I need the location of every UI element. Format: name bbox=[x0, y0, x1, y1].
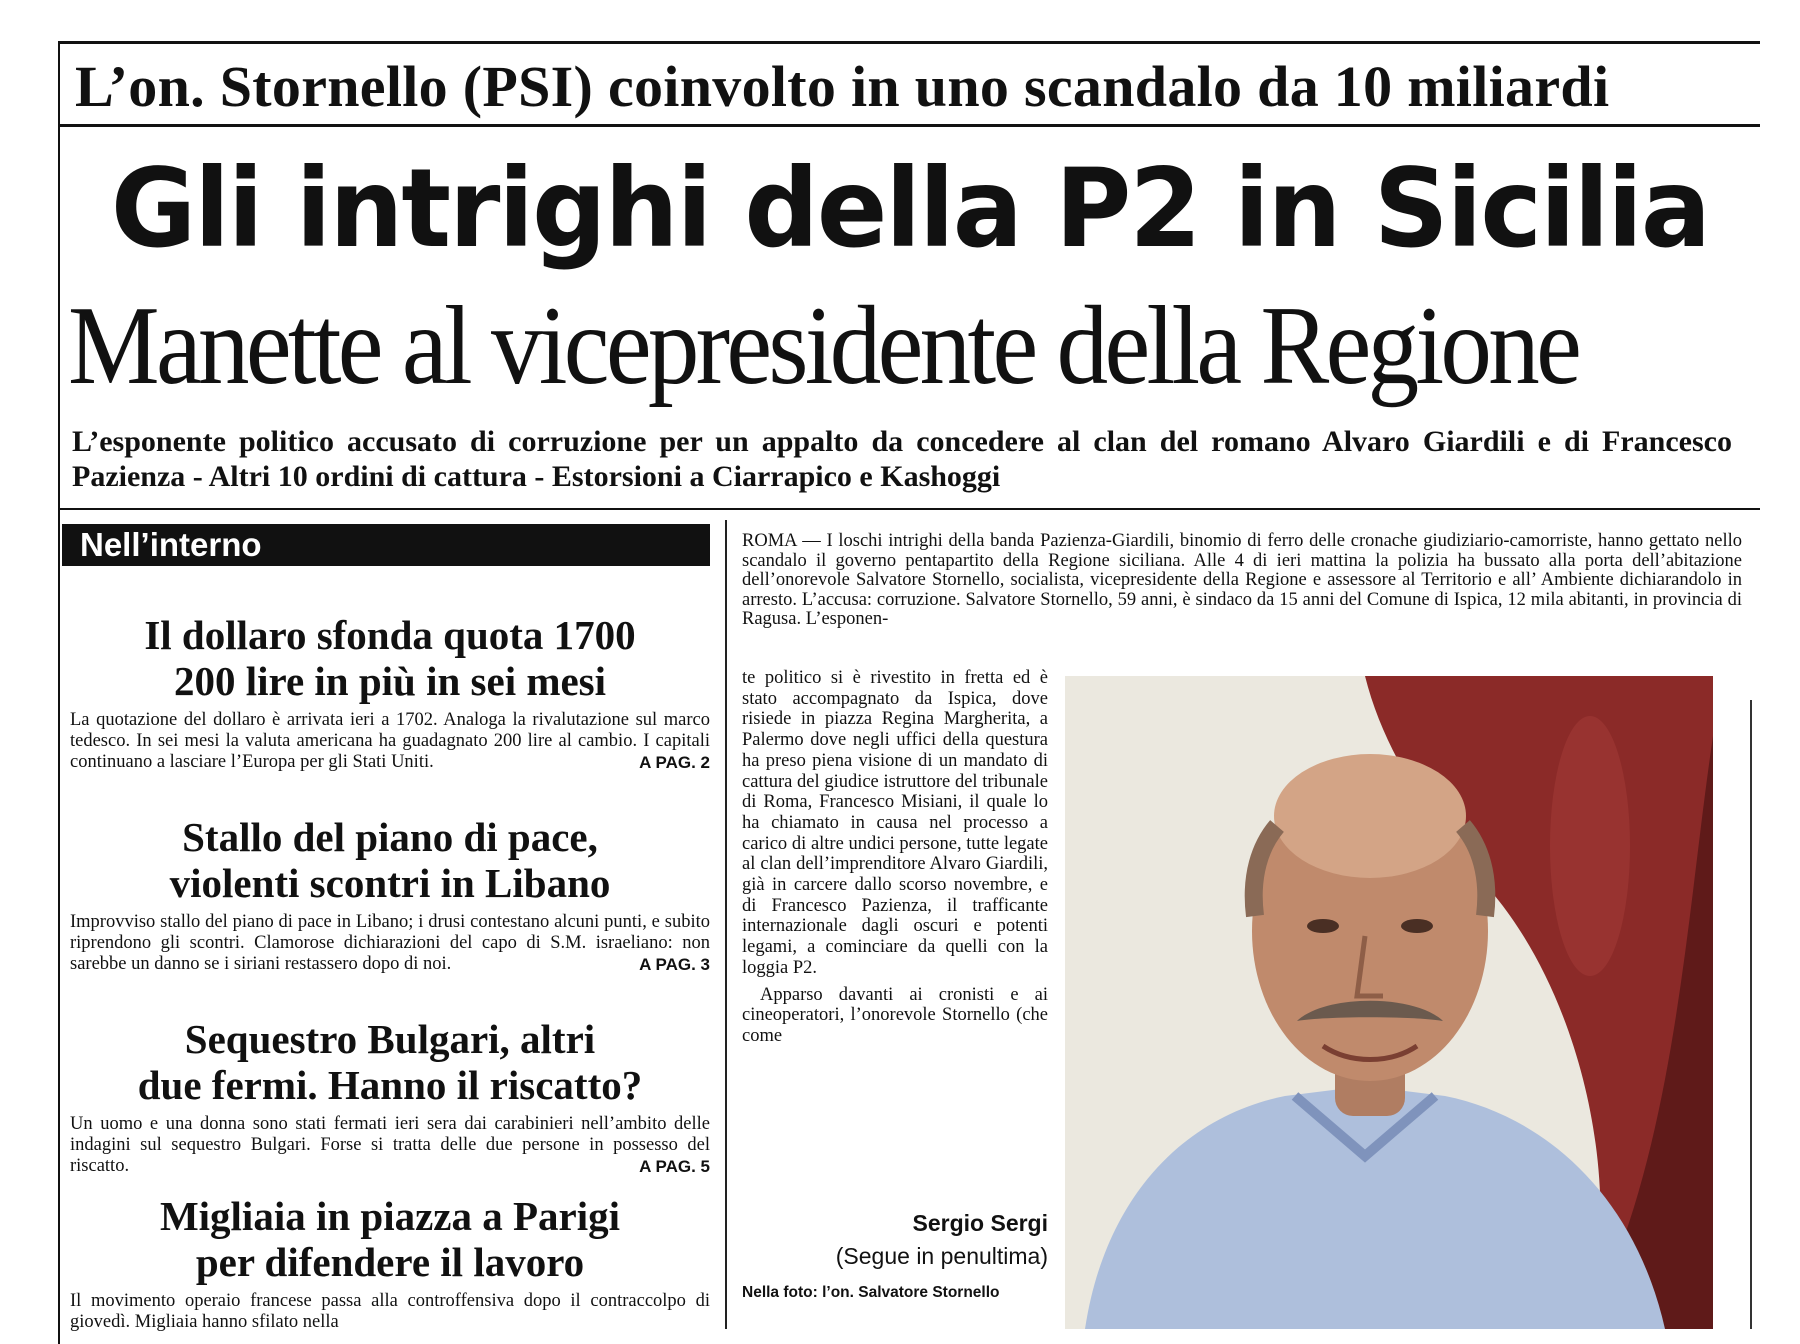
byline: Sergio Sergi bbox=[912, 1210, 1048, 1236]
brief-body bbox=[70, 710, 710, 773]
brief-title-line: Migliaia in piazza a Parigi bbox=[159, 1193, 621, 1239]
brief-title-line: Sequestro Bulgari, altri bbox=[184, 1016, 596, 1062]
summary-deck: L’esponente politico accusato di corruzione per un appalto da concedere al clan del romano Alvaro Giardili e di Francesco Pazienza - Altri 10 ordini di cattura - Estorsioni a Ciarrapico e Kashoggi bbox=[72, 425, 1732, 493]
brief-body bbox=[70, 1114, 710, 1177]
article-column bbox=[742, 668, 1048, 1047]
brief-title-line: Il dollaro sfonda quota 1700 bbox=[144, 612, 636, 658]
brief-text: Il movimento operaio francese passa alla controffensiva dopo il contraccolpo di giovedì. Migliaia hanno sfilato nella bbox=[70, 1291, 710, 1332]
kicker-headline: L’on. Stornello (PSI) coinvolto in uno scandalo da 10 miliardi bbox=[75, 54, 1610, 119]
brief-title-line: violenti scontri in Libano bbox=[169, 860, 611, 906]
page-reference: A PAG. 2 bbox=[639, 753, 710, 772]
brief-title-line: due fermi. Hanno il riscatto? bbox=[137, 1062, 643, 1108]
page-reference: A PAG. 3 bbox=[639, 955, 710, 974]
brief-bulgari bbox=[70, 1016, 710, 1177]
sub-headline: Manette al vicepresidente della Regione bbox=[68, 284, 1579, 408]
brief-libano bbox=[70, 814, 710, 975]
brief-text: Improvviso stallo del piano di pace in Libano; i drusi contestano alcuni punti, e subito riprendono gli scontri. Clamorose dichiarazioni del capo di S.M. israeliano: non sarebbe un danno se i siriani restassero dopo di noi. bbox=[70, 912, 710, 974]
portrait-photo bbox=[1065, 676, 1713, 1329]
column-rule-right bbox=[1750, 700, 1752, 1329]
brief-text: Un uomo e una donna sono stati fermati ieri sera dai carabinieri nell’ambito delle indagini sul sequestro Bulgari. Forse si tratta delle due persone in possesso del riscatto. bbox=[70, 1114, 710, 1176]
brief-parigi bbox=[70, 1193, 710, 1333]
brief-title-line: per difendere il lavoro bbox=[195, 1239, 585, 1285]
brief-text: La quotazione del dollaro è arrivata ieri a 1702. Analoga la rivalutazione sul marco tedesco. In sei mesi la valuta americana ha guadagnato 200 lire al cambio. I capitali continuano a lasciare l’Europa per gli Stati Uniti. bbox=[70, 710, 710, 772]
main-headline: Gli intrighi della P2 in Sicilia bbox=[110, 143, 1710, 273]
page-reference: A PAG. 5 bbox=[639, 1157, 710, 1176]
portrait-image bbox=[1065, 676, 1713, 1329]
column-divider bbox=[725, 520, 727, 1329]
article-paragraph: te politico si è rivestito in fretta ed è stato accompagnato da Ispica, dove risiede in piazza Regina Margherita, a Palermo dove negli uffici della questura ha preso piena visione di un mandato di cattura del giudice istruttore del tribunale di Roma, Francesco Misiani, il quale lo ha chiamato in causa nel processo a carico di altre undici persone, tutte legate al clan dell’imprenditore Alvaro Giardili, già in carcere dallo scorso novembre, e di Francesco Pazienza, il trafficante internazionale dagli oscuri e potenti legami, a cominciare da quelli con la loggia P2. bbox=[742, 668, 1048, 978]
brief-body bbox=[70, 1291, 710, 1333]
article-lead: ROMA — I loschi intrighi della banda Pazienza-Giardili, binomio di ferro delle cronache giudiziario-camorriste, hanno gettato nello scandalo il governo pentapartito della Regione siciliana. Alle 4 di ieri mattina la polizia ha bussato alla porta dell’abitazione dell’onorevole Salvatore Stornello, socialista, vicepresidente della Regione e assessore al Territorio e all’ Ambiente dichiarandolo in arresto. L’accusa: corruzione. Salvatore Stornello, 59 anni, è sindaco da 15 anni del Comune di Ispica, 12 mila abitanti, in provincia di Ragusa. L’esponen- bbox=[742, 531, 1742, 630]
section-rule bbox=[60, 508, 1760, 510]
brief-title-line: 200 lire in più in sei mesi bbox=[173, 658, 607, 704]
brief-title-line: Stallo del piano di pace, bbox=[182, 814, 598, 860]
continued-note: (Segue in penultima) bbox=[835, 1243, 1048, 1269]
brief-dollar bbox=[70, 612, 710, 773]
article-paragraph: Apparso davanti ai cronisti e ai cineoperatori, l’onorevole Stornello (che come bbox=[742, 984, 1048, 1046]
kicker-rule bbox=[60, 124, 1760, 127]
inside-section-banner: Nell’interno bbox=[62, 524, 710, 566]
brief-body bbox=[70, 912, 710, 975]
photo-caption: Nella foto: l’on. Salvatore Stornello bbox=[742, 1284, 1000, 1301]
